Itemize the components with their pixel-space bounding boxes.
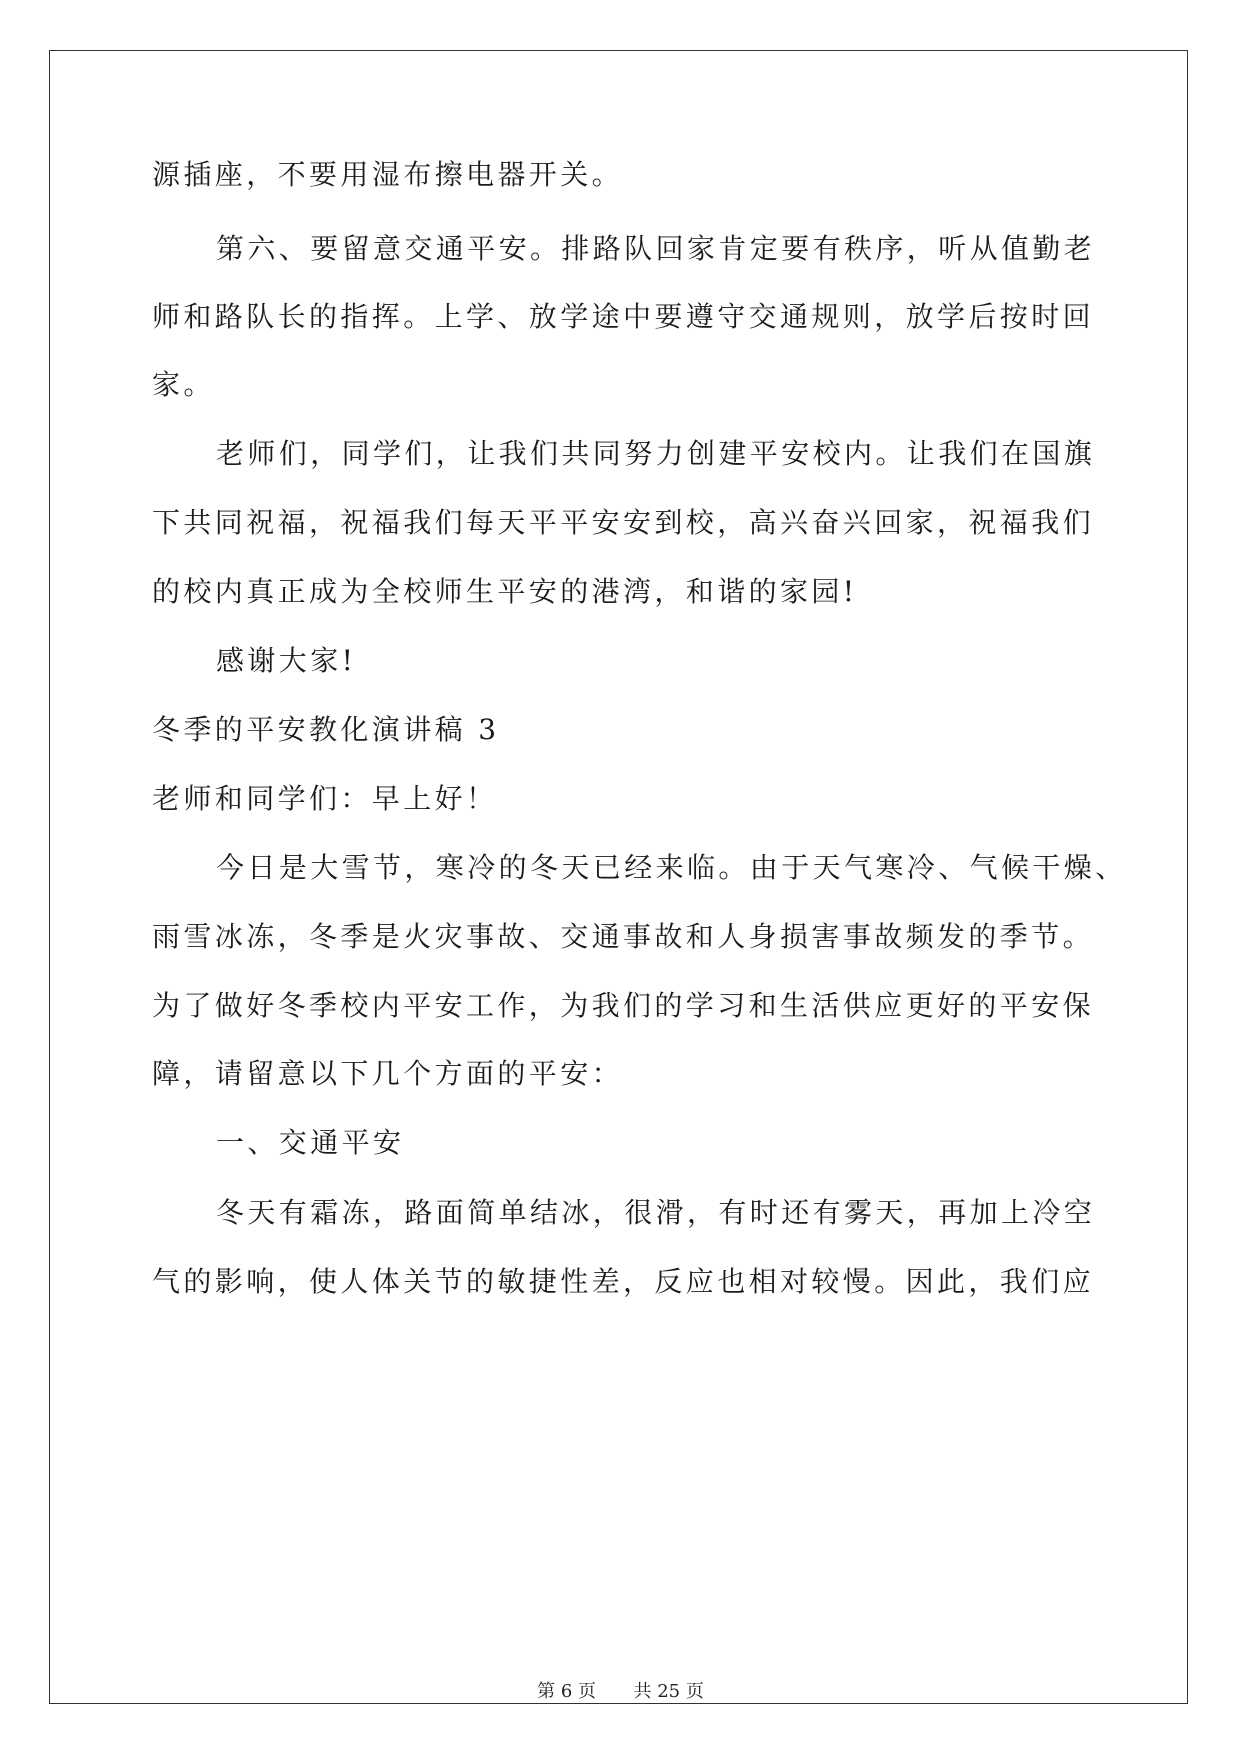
paragraph-line: 冬天有霜冻，路面简单结冰，很滑，有时还有雾天，再加上冷空 — [216, 1196, 1096, 1229]
text-line: 气的影响，使人体关节的敏捷性差，反应也相对较慢。因此，我们应 — [152, 1265, 1095, 1298]
salutation: 老师和同学们：早上好！ — [152, 782, 498, 815]
text-line: 的校内真正成为全校师生平安的港湾，和谐的家园! — [152, 575, 858, 608]
text-line: 师和路队长的指挥。上学、放学途中要遵守交通规则，放学后按时回 — [152, 300, 1095, 333]
section-title: 冬季的平安教化演讲稿 3 — [152, 713, 500, 746]
paragraph-line: 老师们，同学们，让我们共同努力创建平安校内。让我们在国旗 — [216, 437, 1096, 470]
text-line: 为了做好冬季校内平安工作，为我们的学习和生活供应更好的平安保 — [152, 989, 1095, 1022]
paragraph-line: 第六、要留意交通平安。排路队回家肯定要有秩序，听从值勤老 — [216, 232, 1096, 265]
subheading: 一、交通平安 — [216, 1126, 405, 1159]
text-line: 障，请留意以下几个方面的平安： — [152, 1057, 624, 1090]
page-total: 共 25 页 — [633, 1681, 704, 1702]
text-line: 源插座，不要用湿布擦电器开关。 — [152, 158, 624, 191]
page-number: 第 6 页 — [537, 1681, 597, 1702]
paragraph-line: 感谢大家! — [216, 644, 357, 677]
text-line: 雨雪冰冻，冬季是火灾事故、交通事故和人身损害事故频发的季节。 — [152, 920, 1095, 953]
page-footer — [0, 1680, 1241, 1704]
text-line: 下共同祝福，祝福我们每天平平安安到校，高兴奋兴回家，祝福我们 — [152, 506, 1095, 539]
paragraph-line: 今日是大雪节，寒冷的冬天已经来临。由于天气寒冷、气候干燥、 — [216, 851, 1127, 884]
text-line: 家。 — [152, 368, 215, 401]
